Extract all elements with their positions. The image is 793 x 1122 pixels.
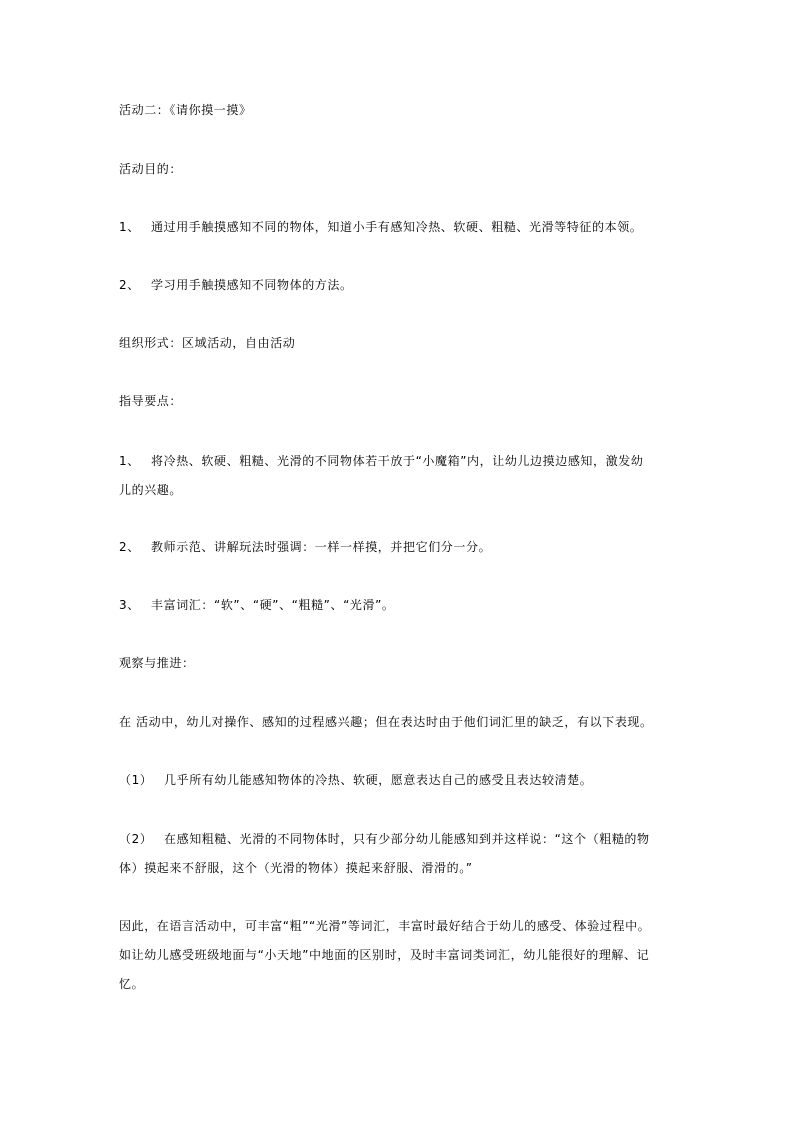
- guidance-text: 教师示范、讲解玩法时强调：一样一样摸，并把它们分一分。: [151, 540, 492, 554]
- objective-item: [119, 217, 689, 237]
- objective-item: [119, 275, 689, 295]
- activity-title: 活动二：《请你摸一摸》: [119, 103, 252, 117]
- observation-text-continuation: 体）摸起来不舒服，这个（光滑的物体）摸起来舒服、滑滑的。”: [119, 861, 473, 875]
- guidance-number: 2、: [119, 540, 140, 554]
- observation-number: （1）: [119, 773, 153, 787]
- guidance-heading: 指导要点：: [119, 394, 183, 408]
- guidance-item: [119, 451, 689, 471]
- observation-item: [119, 829, 689, 849]
- observation-number: （2）: [119, 832, 153, 846]
- objective-number: 1、: [119, 220, 140, 234]
- conclusion-line: 如让幼儿感受班级地面与“小天地”中地面的区别时，及时丰富词类词汇，幼儿能很好的理解、记: [119, 948, 650, 962]
- observation-text: 几乎所有幼儿能感知物体的冷热、软硬，愿意表达自己的感受且表达较清楚。: [164, 773, 593, 787]
- conclusion-line: 因此，在语言活动中，可丰富“粗”“光滑”等词汇，丰富时最好结合于幼儿的感受、体验过程中。: [119, 919, 651, 933]
- observation-heading: 观察与推进：: [119, 656, 195, 670]
- observation-item: [119, 770, 689, 790]
- objective-text: 通过用手触摸感知不同的物体，知道小手有感知冷热、软硬、粗糙、光滑等特征的本领。: [151, 220, 643, 234]
- guidance-item: [119, 537, 689, 557]
- guidance-text-continuation: 儿的兴趣。: [119, 483, 183, 497]
- guidance-text: 丰富词汇：“软”、“硬”、“粗糙”、“光滑”。: [151, 598, 395, 612]
- conclusion-line: 忆。: [119, 977, 145, 991]
- guidance-number: 3、: [119, 598, 140, 612]
- guidance-number: 1、: [119, 454, 140, 468]
- observation-text: 在感知粗糙、光滑的不同物体时，只有少部分幼儿能感知到并这样说：“这个（粗糙的物: [164, 832, 650, 846]
- objectives-heading: 活动目的：: [119, 162, 183, 176]
- guidance-text: 将冷热、软硬、粗糙、光滑的不同物体若干放于“小魔箱”内，让幼儿边摸边感知，激发幼: [151, 454, 644, 468]
- guidance-item: [119, 595, 689, 615]
- objective-number: 2、: [119, 278, 140, 292]
- organization-form: 组织形式：区域活动，自由活动: [119, 336, 296, 350]
- objective-text: 学习用手触摸感知不同物体的方法。: [151, 278, 353, 292]
- observation-intro: 在 活动中，幼儿对操作、感知的过程感兴趣；但在表达时由于他们词汇里的缺乏，有以下表现。: [119, 715, 653, 729]
